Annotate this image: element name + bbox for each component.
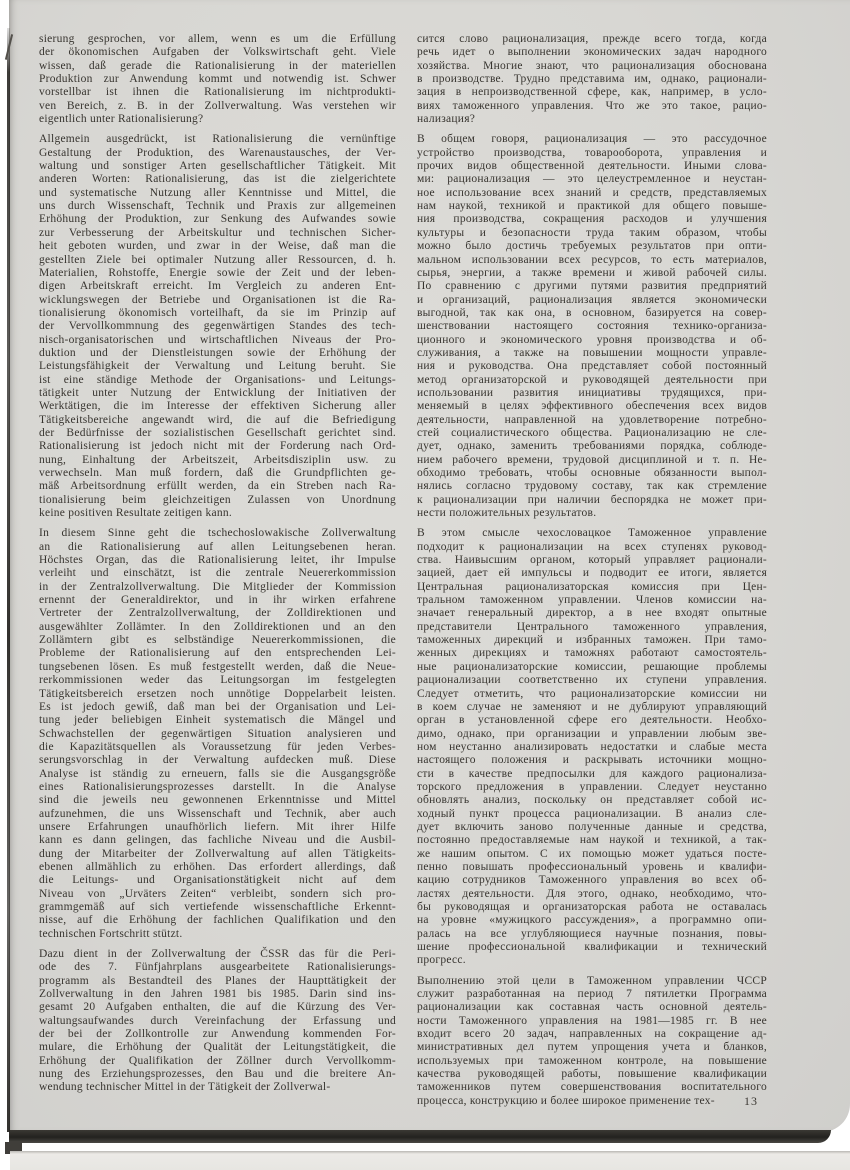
text-line: die Kapazitätsquellen als Voraussetzung für jeden Verbes- (39, 740, 396, 753)
text-line: ные рационализаторские комиссии, решающие проблемы (417, 660, 767, 673)
text-line: unsere Erfahrungen unaufhörlich liefern. Mit ihrer Hilfe (39, 820, 396, 833)
text-line: дует включить заново полученные данные и средства, (417, 820, 767, 833)
text-line: Es ist jedoch gewiß, daß man bei der Organisation und Lei- (39, 700, 396, 713)
text-line: digen Arbeitskraft erreicht. Im Vergleich zu anderen Ent- (39, 280, 396, 293)
text-line: ния и руководства. Она представляет собой постоянный (417, 360, 767, 373)
text-line: культуры и безопасности труда таким образом, чтобы (417, 226, 767, 239)
text-line: gesamt 20 Aufgaben enthalten, die auf die Kürzung des Ver- (39, 1001, 396, 1014)
text-line: grammgemäß auf sich vertiefende wissenschaftliche Erkennt- (39, 901, 396, 913)
text-line: die Leitungs- und Organisationstätigkeit nicht auf dem (39, 874, 396, 887)
text-line: tung jeder beliebigen Einheit systematisch die Mängel und (39, 714, 396, 727)
text-line: kann es dann gelingen, das fachliche Niveau und die Ausbil- (39, 834, 396, 847)
text-line: ластях деятельности. Для этого, однако, необходимо, что- (417, 887, 767, 900)
text-line: таможенников путем совершенствования воспитательного (417, 1081, 767, 1094)
text-line: ausgewählter Zollämter. In den Zolldirektionen und an den (39, 620, 396, 633)
page-bottom-edge (9, 1130, 831, 1143)
text-line: Erhöhung der Qualifikation der Zöllner durch Vervollkomm- (39, 1054, 396, 1067)
text-line: Produktion zur Anwendung kommt und notwendig ist. Schwer (39, 73, 396, 86)
text-line: uns durch Wissenschaft, Technik und Praxis zur allgemeinen (39, 200, 396, 213)
text-line: tionalisierung ökonomisch vorteilhaft, da sie im Prinzip auf (39, 306, 396, 319)
text-line: По сравнению с другими путями развития предприятий (417, 280, 767, 293)
text-line: нялись согласно трудовому составу, так как стремление (417, 480, 767, 493)
text-line: сится слово рационализация, прежде всего тогда, когда (417, 33, 767, 45)
text-line: меняемый в целях эффективного обеспечения всех видов (417, 400, 767, 413)
text-line: Следует отметить, что рационализаторские комиссии ни (417, 687, 767, 700)
text-line: В общем говоря, рационализация — это рассудочное (417, 133, 767, 146)
text-line: wissen, daß gerade die Rationalisierung in der materiellen (39, 59, 396, 72)
text-line: в производстве. Трудно представима им, однако, рационали- (417, 73, 767, 86)
text-line: хозяйства. Многие знают, что рационализация обоснована (417, 59, 767, 72)
next-page-sliver (10, 1151, 850, 1170)
paragraph (39, 948, 396, 1095)
text-line: Dazu dient in der Zollverwaltung der ČSSR das für die Peri- (39, 948, 396, 961)
text-line: ства. Наивысшим органом, который управляет рационали- (417, 554, 767, 567)
scanned-page (9, 0, 850, 1132)
text-line: der Bedürfnisse der sozialistischen Gesellschaft gerichtet sind. (39, 426, 396, 439)
text-line: verleiht und einschätzt, ist die zentrale Neuererkommission (39, 567, 396, 580)
text-line: нести положительных результатов. (417, 507, 597, 520)
paragraph (417, 133, 767, 520)
text-line: waltungsaufwandes durch Vereinfachung der Erfassung und (39, 1014, 396, 1027)
german-column (39, 33, 396, 1095)
text-line: процесса, конструкцию и более широкое применение тех- (417, 1094, 715, 1107)
text-line: tätigkeit unter Nutzung der Entwicklung der Initiativen der (39, 386, 396, 399)
text-line: nisse, auf die Erhöhung der fachlichen Qualifikation und den (39, 914, 396, 927)
text-line: wendung technischer Mittel in der Tätigkeit der Zollverwal- (39, 1081, 331, 1094)
text-line: rerkommissionen weder das Leitungsorgan im festgelegten (39, 674, 396, 687)
text-line: mulare, die Erhöhung der Qualität der Leitungstätigkeit, die (39, 1041, 396, 1054)
text-line: речь идет о выполнении экономических задач народного (417, 46, 767, 59)
text-line: же нашим опытом. С их помощью может удаться посте- (417, 847, 767, 860)
text-line: димо, однако, при организации и управлении любым зве- (417, 727, 767, 740)
text-line: programm als Bestandteil des Planes der Haupttätigkeit der (39, 974, 396, 987)
text-line: обновлять анализ, поскольку он представляет собой ис- (417, 794, 767, 807)
text-line: ности Таможенного управления на 1981—1985 гг. В нее (417, 1014, 767, 1027)
text-line: ebenen allmählich zu erhöhen. Das erfordert allerdings, daß (39, 860, 396, 873)
text-line: Probleme der Rationalisierung auf den entsprechenden Lei- (39, 647, 396, 660)
text-line: сти в качестве предпосылки для каждого рационализа- (417, 767, 767, 780)
text-line: использовании развития инициативы трудящихся, при- (417, 386, 767, 399)
text-line: служивания, а также на повышении мощности управле- (417, 346, 767, 359)
text-line: стей социалистического общества. Рационализацию не сле- (417, 426, 767, 439)
text-line: tungsebenen lösen. Es muß festgestellt werden, daß die Neue- (39, 660, 396, 673)
text-line: Schwachstellen der gegenwärtigen Situation analysieren und (39, 727, 396, 740)
text-line: nung, Einhaltung der Arbeitszeit, Arbeitsdisziplin usw. zu (39, 453, 396, 466)
page-left-edge-line (7, 28, 10, 1132)
text-line: мальном использовании всех ресурсов, то есть материалов, (417, 253, 767, 266)
text-line: gestellten Ziele bei optimaler Nutzung aller Ressourcen, d. h. (39, 253, 396, 266)
text-line: mäß Arbeitsordnung erfüllt werden, da ein Streben nach Ra- (39, 480, 396, 493)
text-line: Erhöhung der Produktion, zur Senkung des Aufwandes sowie (39, 213, 396, 226)
text-line: Tätigkeitsbereiche angewandt wird, die auf die Befriedigung (39, 413, 396, 426)
text-line: technischen Fortschritt stützt. (39, 927, 183, 940)
text-line: нализация? (417, 113, 476, 126)
text-line: sierung gesprochen, vor allem, wenn es um die Erfüllung (39, 33, 396, 45)
text-line: женных дирекциях и таможнях работают самостоятель- (417, 647, 767, 660)
russian-column (417, 33, 767, 1108)
text-line: представители Центрального таможенного управления, (417, 620, 767, 633)
text-line: vorstellbar ist ihnen die Rationalisierung im nichtprodukti- (39, 86, 396, 99)
text-line: ernennt der Generaldirektor, und in ihr wirken erfahrene (39, 594, 396, 607)
text-line: eigentlich unter Rationalisierung? (39, 113, 204, 126)
text-line: Leistungsfähigkeit der Verwaltung und Leitung beruht. Sie (39, 360, 396, 373)
text-line: обходимо требовать, чтобы основные обязанности выпол- (417, 467, 767, 479)
text-line: waltung und sonstiger Arten gesellschaftlicher Tätigkeit. Mit (39, 160, 396, 173)
text-line: зация в непроизводственной сфере, как, например, в усло- (417, 86, 767, 99)
text-line: качества руководящей работы, повышение квалификации (417, 1068, 767, 1081)
text-line: und systematische Nutzung aller Kenntnisse und Mittel, die (39, 186, 396, 199)
text-line: keine positiven Resultate zeitigen kann. (39, 507, 232, 520)
text-line: нием рабочего времени, трудовой дисциплиной и т. п. Не- (417, 453, 767, 466)
text-line: aufzunehmen, die uns Wissenschaft und Technik, aber auch (39, 807, 396, 820)
text-line: прогресс. (417, 954, 466, 967)
text-line: дует, однако, заменить требованиями порядка, соблюде- (417, 440, 767, 453)
text-line: Niveau von „Urväters Zeiten“ verbleibt, sondern sich pro- (39, 887, 396, 900)
text-line: verwechseln. Man muß fordern, daß die Grundpflichten ge- (39, 467, 396, 479)
text-line: wicklungswegen der Betriebe und Organisationen ist die Ra- (39, 293, 396, 306)
text-line: der bei der Zollkontrolle zur Anwendung kommenden For- (39, 1028, 396, 1041)
text-line: Materialien, Rohstoffe, Energie sowie der Zeit und der leben- (39, 266, 396, 279)
paragraph (39, 133, 396, 520)
text-line: Werktätigen, die im Interesse der effektiven Sicherung aller (39, 400, 396, 413)
text-line: настоящего положения и раскрывать источники мощно- (417, 754, 767, 767)
text-line: Выполнению этой цели в Таможенном управлении ЧССР (417, 974, 767, 987)
text-line: подходит к рационализации на всех ступенях руковод- (417, 540, 767, 553)
text-line: Tätigkeitsbereich ersetzen noch unnötige Doppelarbeit leisten. (39, 687, 396, 700)
text-line: zur Verbesserung der Arbeitskultur und technischen Sicher- (39, 226, 396, 239)
text-line: nung des Erziehungsprozesses, den Bau und die breitere An- (39, 1068, 396, 1081)
text-line: входит всего 20 задач, направленных на сокращение ад- (417, 1028, 767, 1041)
text-line: ist eine ständige Methode der Organisations- und Leitungs- (39, 373, 396, 386)
text-line: Analyse ist ständig zu erneuern, falls sie die Ausgangsgröße (39, 767, 396, 780)
text-line: и организаций, рационализация является экономически (417, 293, 767, 306)
text-line: можно было достичь требуемых результатов при опти- (417, 240, 767, 253)
text-line: Höchstes Organ, das die Rationalisierung leitet, ihr Impulse (39, 554, 396, 567)
text-line: ния производства, сокращения расходов и улучшения (417, 213, 767, 226)
text-line: нам наукой, техникой и практикой для общего повыше- (417, 200, 767, 213)
text-line: виях таможенного управления. Что же это такое, рацио- (417, 99, 767, 112)
text-line: ходный пункт процесса рационализации. В анализ сле- (417, 807, 767, 820)
text-line: деятельности, направленной на удовлетворение потребно- (417, 413, 767, 426)
text-line: к рационализации при наличии беспорядка не может при- (417, 493, 767, 506)
text-line: метод организаторской и руководящей деятельности при (417, 373, 767, 386)
paragraph (39, 527, 396, 941)
text-line: В этом смысле чехословацкое Таможенное управление (417, 527, 767, 540)
paragraph (39, 33, 396, 126)
text-line: eines Rationalisierungsprozesses darstellt. In die Analyse (39, 780, 396, 793)
text-line: устройство производства, товарооборота, управления и (417, 146, 767, 159)
text-line: ное использование всех знаний и средств, представляемых (417, 186, 767, 199)
text-line: значает генеральный директор, а в нее входят опытные (417, 607, 767, 620)
text-line: в коем случае не заменяют и не дублируют управляющий (417, 700, 767, 713)
text-line: dung der Mitarbeiter der Zollverwaltung auf allen Tätigkeits- (39, 847, 396, 860)
paragraph (417, 975, 767, 1108)
text-line: anderen Worten: Rationalisierung, das ist die zielgerichtete (39, 173, 396, 186)
text-line: рационализации соответственно их ступени управления. (417, 674, 767, 687)
text-line: шение профессиональной квалификации и технический (417, 941, 767, 954)
text-line: Zollämtern gibt es selbständige Neuererkommissionen, die (39, 634, 396, 647)
text-line: In diesem Sinne geht die tschechoslowakische Zollverwaltung (39, 527, 396, 540)
text-line: министративных дел путем упрощения учета и бланков, (417, 1041, 767, 1054)
text-line: выгодной, так как она, в основном, базируется на совер- (417, 306, 767, 319)
text-line: используемых при таможенном контроле, на повышение (417, 1054, 767, 1067)
text-line: tionalisierung beim gleichzeitigen Zulassen von Unordnung (39, 493, 396, 506)
text-line: der ökonomischen Aufgaben der Volkswirtschaft geht. Viele (39, 46, 396, 59)
text-line: Gestaltung der Produktion, des Warenaustausches, der Ver- (39, 146, 396, 159)
text-line: ционного и экономического уровня производства и об- (417, 333, 767, 346)
text-line: тральном таможенном управлении. Членов комиссии на- (417, 594, 767, 607)
text-line: орган в установленной сфере его деятельности. Необхо- (417, 714, 767, 727)
text-line: sind die jeweils neu gewonnenen Erkenntnisse und Mittel (39, 794, 396, 807)
text-line: прочих видов общественной деятельности. Иными слова- (417, 160, 767, 173)
text-line: heit geboten wurden, und zwar in der Weise, daß man die (39, 240, 396, 253)
paragraph (417, 527, 767, 967)
text-line: nisch-organisatorischen und wirtschaftlichen Niveaus der Pro- (39, 333, 396, 346)
text-line: ven Bereich, z. B. in der Zollverwaltung. Was verstehen wir (39, 99, 396, 112)
text-line: ми: рационализация — это целеустремленное и неустан- (417, 173, 767, 186)
text-line: duktion und der Dienstleistungen sowie der Erhöhung der (39, 346, 396, 359)
text-line: serungsvorschlag in der Verwaltung aufdecken muß. Diese (39, 754, 396, 767)
text-line: постоянно предоставляемые нам наукой и техникой, а так- (417, 834, 767, 847)
text-line: шенствовании настоящего состояния технико-организа- (417, 320, 767, 333)
text-line: ном неустанно анализировать недостатки и слабые места (417, 740, 767, 753)
text-line: Allgemein ausgedrückt, ist Rationalisierung die vernünftige (39, 133, 396, 146)
paragraph (417, 33, 767, 126)
text-line: служит разработанная на период 7 пятилетки Программа (417, 988, 767, 1001)
text-line: кацию сотрудников Таможенного управления во всех об- (417, 874, 767, 887)
text-line: ode des 7. Fünfjahrplans ausgearbeitete Rationalisierungs- (39, 961, 396, 974)
text-line: in der Zentralzollverwaltung. Die Mitglieder der Kommission (39, 580, 396, 593)
text-line: Центральная рационализаторская комиссия при Цен- (417, 580, 767, 593)
text-line: бы руководящая и организаторская работа не оставалась (417, 901, 767, 913)
text-line: зацией, дает ей импульсы и подводит ее итоги, является (417, 567, 767, 580)
text-line: Zollverwaltung in den Jahren 1981 bis 1985. Darin sind ins- (39, 988, 396, 1001)
page-number: 13 (744, 1094, 758, 1108)
text-line: пенно повышать профессиональный уровень и квалифи- (417, 860, 767, 873)
text-line: der Vervollkommnung des gegenwärtigen Standes des tech- (39, 320, 396, 333)
text-line: an die Rationalisierung auf allen Leitungsebenen heran. (39, 540, 396, 553)
text-line: таможенных дирекций и избранных таможен. При тамо- (417, 634, 767, 647)
text-line: ралась на все углубляющиеся научные познания, повы- (417, 927, 767, 940)
text-line: торского предложения в управлении. Следует неустанно (417, 780, 767, 793)
text-line: рационализации как составная часть основной деятель- (417, 1001, 767, 1014)
text-line: Rationalisierung ist jedoch nicht mit der Forderung nach Ord- (39, 440, 396, 453)
text-line: на уровне «мужицкого рассуждения», а программно опи- (417, 914, 767, 927)
text-line: сырья, энергии, а также времени и живой рабочей силы. (417, 266, 767, 279)
text-line: Vertreter der Zentralzollverwaltung, der Zolldirektionen und (39, 607, 396, 620)
